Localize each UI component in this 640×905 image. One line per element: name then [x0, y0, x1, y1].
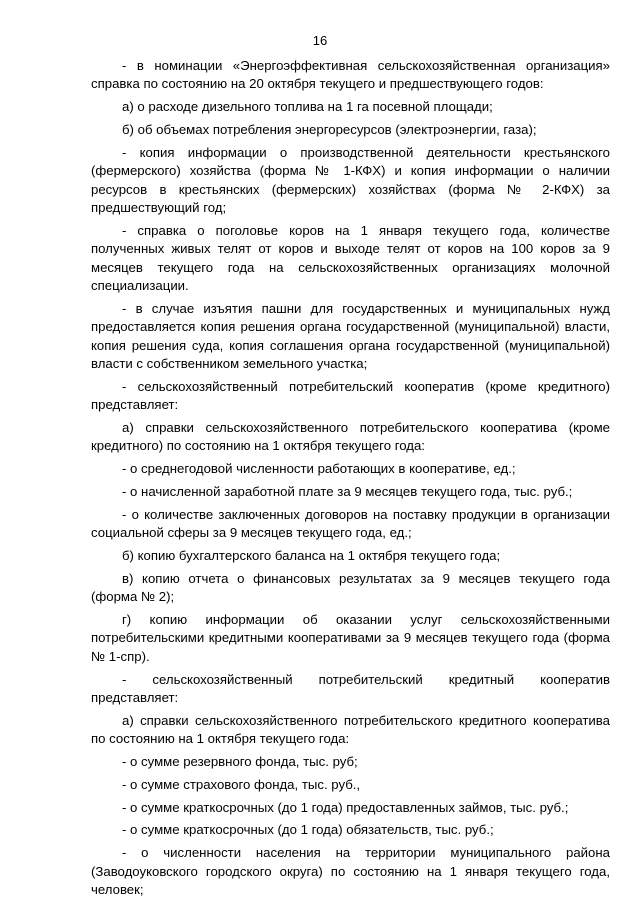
paragraph-diesel-fuel: а) о расходе дизельного топлива на 1 га посевной площади; [122, 99, 493, 115]
paragraph-credit-coop: - сельскохозяйственный потребительский кредитный кооператив представляет: [91, 671, 610, 706]
paragraph-reserve-fund: - о сумме резервного фонда, тыс. руб; [122, 754, 358, 770]
paragraph-land-seizure: - в случае изъятия пашни для государственных и муниципальных нужд предоставляется копия решения органа государственной (муниципальной) власти, копия решения суда, копия соглашения органа государственной (муниципальной) власти с собственником земельного участка; [91, 300, 610, 372]
paragraph-kfh-forms: - копия информации о производственной деятельности крестьянского (фермерского) хозяйства (форма № 1-КФХ) и копия информации о наличии ресурсов в крестьянских (фермерских) хозяйствах (форма № 2-КФХ) за предшествующий год; [91, 144, 610, 216]
paragraph-supply-contracts: - о количестве заключенных договоров на поставку продукции в организации социальной сферы за 9 месяцев текущего года, ед.; [91, 506, 610, 541]
page-number: 16 [312, 33, 328, 48]
paragraph-services-info: г) копию информации об оказании услуг сельскохозяйственными потребительскими кредитными кооперативами за 9 месяцев текущего года (форма № 1-спр). [91, 612, 610, 664]
paragraph-coop-certificates: а) справки сельскохозяйственного потребительского кооператива (кроме кредитного) по состоянию на 1 октября текущего года: [91, 420, 610, 454]
paragraph-short-term-loans: - о сумме краткосрочных (до 1 года) предоставленных займов, тыс. руб.; [122, 799, 569, 815]
paragraph-cows-calves: - справка о поголовье коров на 1 января текущего года, количестве полученных живых телят от коров и выходе телят от коров на 100 коров за 9 месяцев текущего года на сельскохозяйственных организациях молочной специализации. [91, 222, 610, 294]
paragraph-energy-consumption: б) об объемах потребления энергоресурсов (электроэнергии, газа); [122, 122, 537, 137]
document-body [91, 57, 610, 904]
paragraph-financial-results: в) копию отчета о финансовых результатах за 9 месяцев текущего года (форма № 2); [91, 570, 610, 605]
paragraph-wages: - о начисленной заработной плате за 9 месяцев текущего года, тыс. руб.; [122, 484, 573, 500]
paragraph-short-term-obligations: - о сумме краткосрочных (до 1 года) обязательств, тыс. руб.; [122, 822, 494, 838]
paragraph-nomination-energy: - в номинации «Энергоэффективная сельскохозяйственная организация» справка по состоянию на 20 октября текущего и предшествующего годов: [91, 58, 610, 92]
paragraph-population: - о численности населения на территории муниципального района (Заводоуковского городского округа) по состоянию на 1 января текущего года, человек; [91, 845, 610, 898]
paragraph-credit-coop-certificates: а) справки сельскохозяйственного потребительского кредитного кооператива по состоянию на 1 октября текущего года: [91, 712, 610, 747]
paragraph-consumer-coop: - сельскохозяйственный потребительский кооператив (кроме кредитного) представляет: [91, 378, 610, 413]
paragraph-balance-sheet: б) копию бухгалтерского баланса на 1 октября текущего года; [122, 548, 501, 564]
paragraph-insurance-fund: - о сумме страхового фонда, тыс. руб., [122, 776, 361, 792]
paragraph-avg-headcount: - о среднегодовой численности работающих в кооперативе, ед.; [122, 461, 516, 477]
